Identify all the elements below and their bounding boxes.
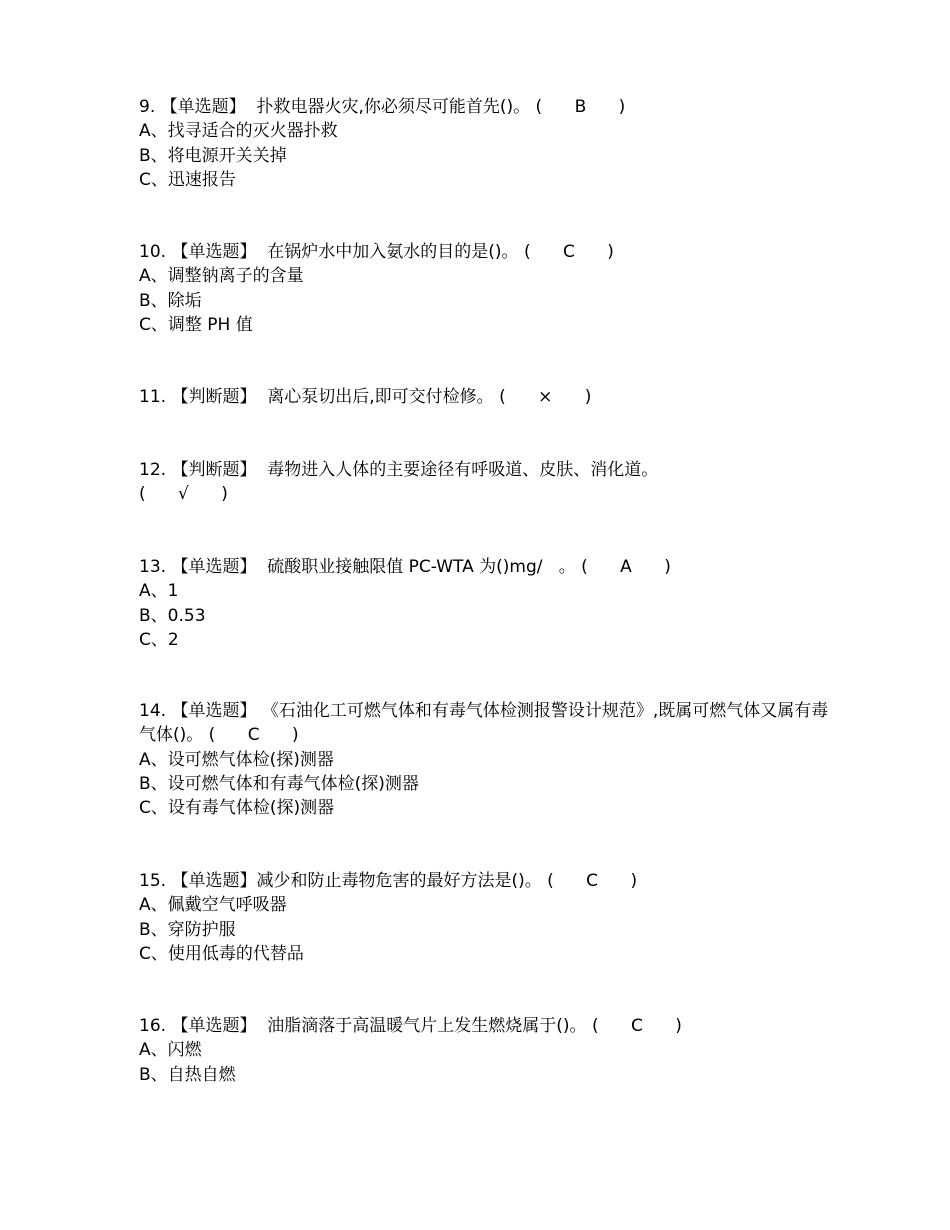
option: C、2 [139,629,179,650]
question-type: 【单选题】 [171,557,257,577]
question-number: 12. [139,460,167,480]
question-text: 扑救电器火灾,你必须尽可能首先()。 [256,97,531,117]
question-text: 毒物进入人体的主要途径有呼吸道、皮肤、消化道。 [267,460,659,480]
question-11 [139,385,829,409]
option: A、设可燃气体检(探)测器 [139,749,334,770]
option: C、调整 PH 值 [139,314,253,335]
question-number: 14. [139,701,167,721]
option: B、将电源开关关掉 [139,145,287,166]
option: A、1 [139,581,179,602]
option: B、自热自燃 [139,1064,236,1085]
option: A、调整钠离子的含量 [139,266,304,287]
question-text: 离心泵切出后,即可交付检修。 [267,387,494,407]
question-number: 13. [139,557,167,577]
option: B、设可燃气体和有毒气体检(探)测器 [139,773,419,794]
question-number: 11. [139,387,167,407]
answer: ( A ) [581,557,671,577]
answer: ( C ) [523,242,614,262]
answer: ( × ) [499,387,592,407]
question-text: 减少和防止毒物危害的最好方法是()。 [256,871,542,891]
option: B、穿防护服 [139,919,236,940]
question-number: 16. [139,1016,167,1036]
question-text: 《石油化工可燃气体和有毒气体检测报警设计规范》,既属可燃气体又属有毒气体()。 [139,701,829,746]
option: A、闪燃 [139,1040,202,1061]
question-type: 【单选题】 [171,701,257,721]
question-9 [139,95,829,192]
option: A、找寻适合的灭火器扑救 [139,121,338,142]
option: B、0.53 [139,605,206,626]
option: C、使用低毒的代替品 [139,943,304,964]
answer: ( B ) [535,97,626,117]
question-text: 在锅炉水中加入氨水的目的是()。 [267,242,519,262]
question-type: 【单选题】 [160,97,246,117]
question-16 [139,1014,829,1087]
option: C、设有毒气体检(探)测器 [139,798,335,819]
question-type: 【单选题】 [171,242,257,262]
question-12 [139,458,829,507]
option: C、迅速报告 [139,169,236,190]
answer: ( C ) [547,871,638,891]
question-10 [139,240,829,337]
answer: ( √ ) [139,484,228,505]
question-13 [139,555,829,652]
question-14 [139,699,829,820]
question-text: 油脂滴落于高温暖气片上发生燃烧属于()。 [267,1016,587,1036]
question-type: 【判断题】 [171,387,257,407]
question-type: 【判断题】 [171,460,257,480]
answer: ( C ) [591,1016,682,1036]
option: A、佩戴空气呼吸器 [139,895,287,916]
question-number: 10. [139,242,167,262]
question-number: 9. [139,97,156,117]
question-type: 【单选题】 [171,1016,257,1036]
question-15 [139,869,829,966]
question-text: 硫酸职业接触限值 PC-WTA 为()mg/ 。 [267,557,576,577]
answer: ( C ) [208,725,299,746]
question-number: 15. [139,871,167,891]
question-type: 【单选题】 [171,871,257,891]
option: B、除垢 [139,290,202,311]
